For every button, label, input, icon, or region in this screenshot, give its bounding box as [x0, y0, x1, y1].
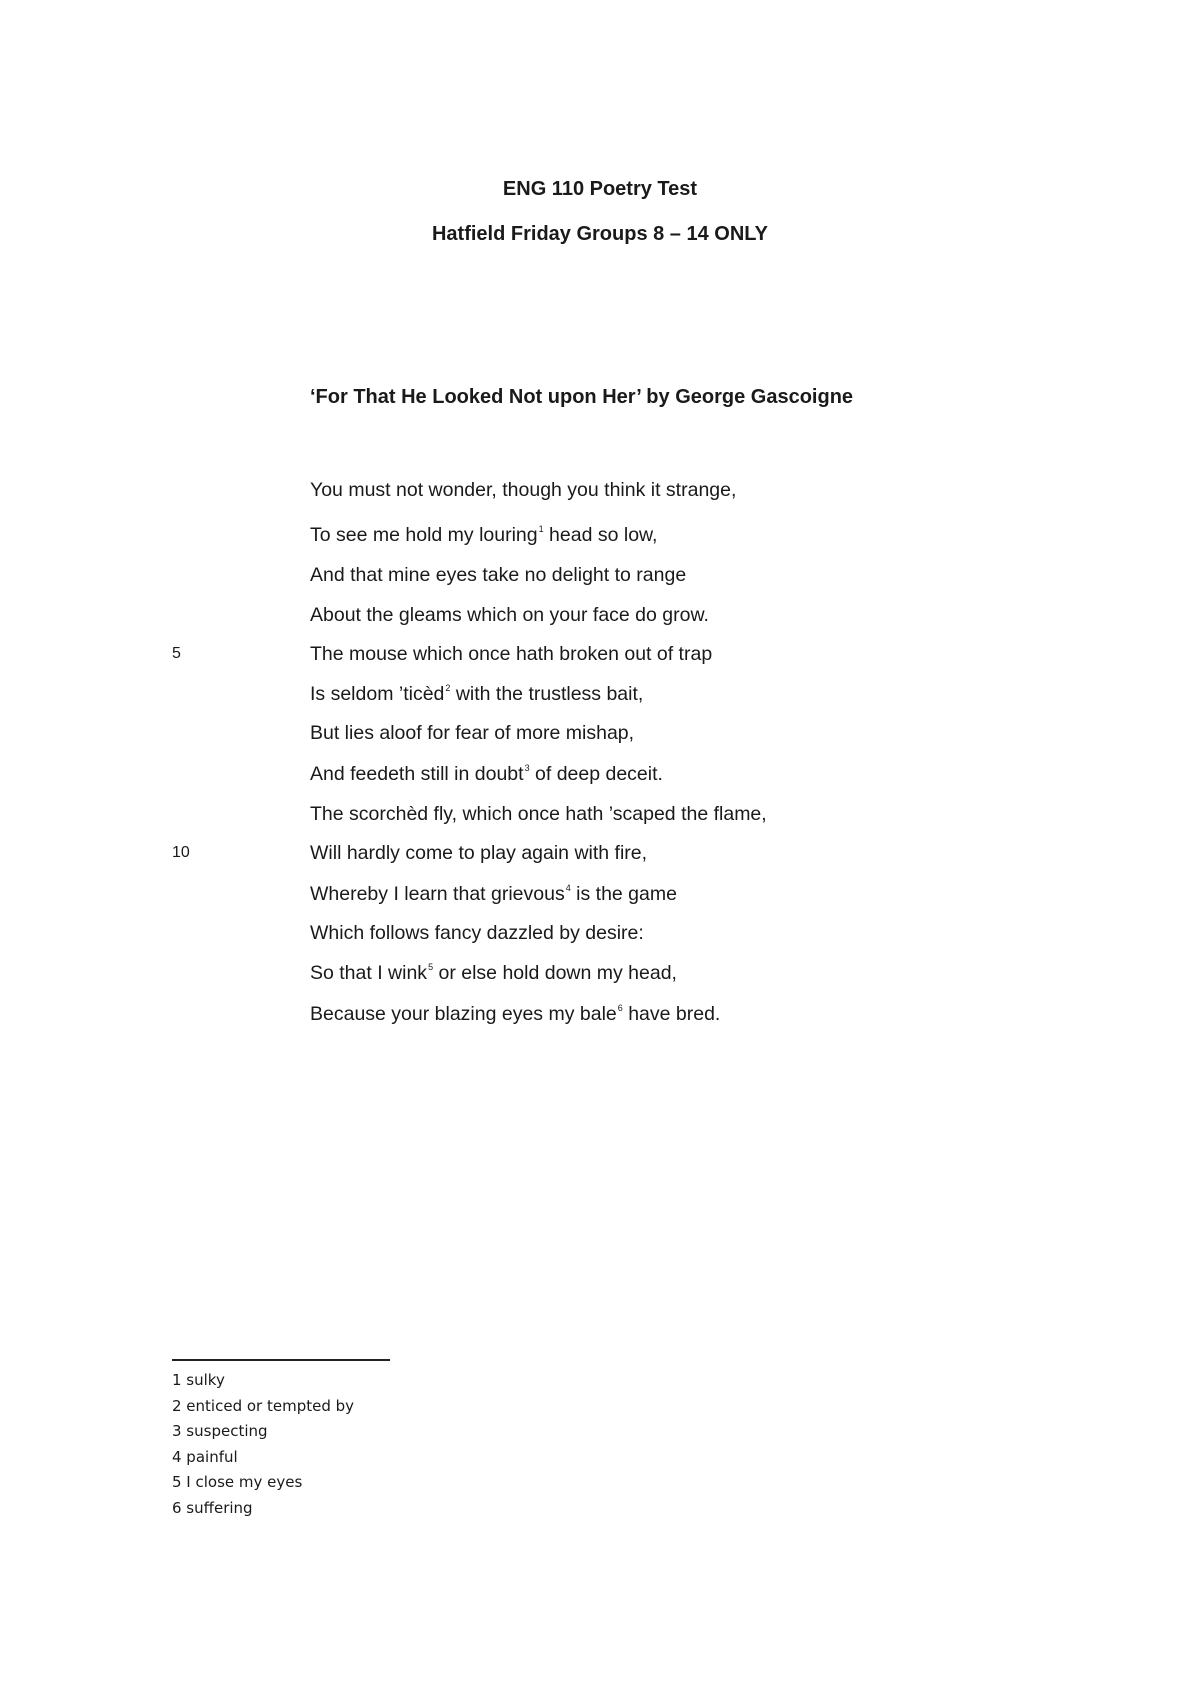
- poem-line-text: But lies aloof for fear of more mishap,: [310, 722, 635, 744]
- poem-title: ‘For That He Looked Not upon Her’ by George Gascoigne: [310, 386, 854, 408]
- footnote-marker: 1: [538, 524, 544, 534]
- poem-line: [310, 1002, 720, 1026]
- poem-line: [310, 762, 663, 786]
- footnote: 4 painful: [172, 1447, 238, 1466]
- poem-line-text: And that mine eyes take no delight to range: [310, 564, 687, 586]
- line-number: 5: [172, 645, 181, 662]
- poem-line-text: Because your blazing eyes my bale: [310, 1003, 617, 1025]
- footnote-marker: 6: [617, 1003, 623, 1013]
- footnote-marker: 5: [428, 962, 434, 972]
- poem-line-text: To see me hold my louring: [310, 524, 538, 546]
- footnote-divider: [172, 1359, 390, 1361]
- poem-line: [310, 921, 644, 945]
- poem-line: [310, 802, 767, 826]
- poem-line-text-continued: have bred.: [622, 1003, 721, 1025]
- poem-line-text: So that I wink: [310, 962, 428, 984]
- footnote-marker: 3: [524, 763, 530, 773]
- poem-line-text: You must not wonder, though you think it strange,: [310, 479, 737, 501]
- poem-line-text: The mouse which once hath broken out of trap: [310, 643, 713, 665]
- poem-line: [310, 961, 677, 985]
- poem-line-text: Which follows fancy dazzled by desire:: [310, 922, 644, 944]
- footnote: 6 suffering: [172, 1498, 253, 1517]
- footnotes: [172, 1368, 354, 1521]
- poem-line: [310, 478, 736, 502]
- poem-line-text: Whereby I learn that grievous: [310, 883, 565, 905]
- poem-line-text: And feedeth still in doubt: [310, 763, 524, 785]
- footnote-marker: 4: [565, 883, 571, 893]
- document-subtitle: Hatfield Friday Groups 8 – 14 ONLY: [431, 223, 769, 245]
- poem-line-text-continued: head so low,: [543, 524, 658, 546]
- poem-line: [310, 603, 709, 627]
- poem-line-text-continued: or else hold down my head,: [433, 962, 677, 984]
- poem-line: [310, 563, 686, 587]
- poem-line: [310, 642, 712, 666]
- poem-line-text: Is seldom ’ticèd: [310, 683, 445, 705]
- poem-line-text: Will hardly come to play again with fire,: [310, 842, 648, 864]
- footnote: 3 suspecting: [172, 1422, 268, 1440]
- poem-line: [310, 882, 677, 906]
- line-number: 10: [172, 844, 190, 861]
- poem-line: [310, 523, 657, 547]
- poem-line: [310, 841, 647, 865]
- poem-line-text-continued: with the trustless bait,: [450, 683, 644, 705]
- footnote: 5 I close my eyes: [172, 1473, 303, 1491]
- poem-line: [310, 721, 634, 745]
- footnote: 2 enticed or tempted by: [172, 1396, 355, 1415]
- footnote-marker: 2: [445, 683, 451, 693]
- poem-line-text-continued: is the game: [570, 883, 677, 905]
- poem-line-text-continued: of deep deceit.: [529, 763, 663, 785]
- footnote: 1 sulky: [172, 1371, 225, 1389]
- poem-line: [310, 682, 643, 706]
- document-title: ENG 110 Poetry Test: [502, 178, 698, 200]
- poem-line-text: The scorchèd fly, which once hath ’scaped the flame,: [310, 803, 767, 825]
- poem-line-text: About the gleams which on your face do grow.: [310, 604, 709, 626]
